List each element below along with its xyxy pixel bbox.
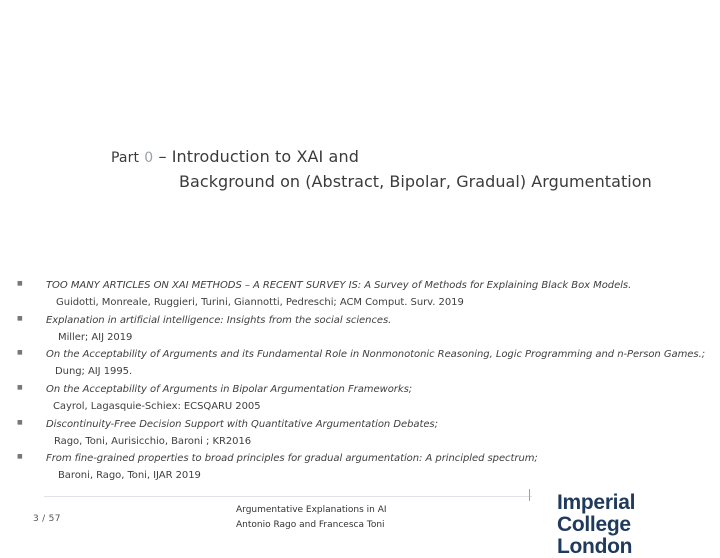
- footer-authors: Antonio Rago and Francesca Toni: [236, 520, 385, 530]
- bullet-icon: ■: [17, 349, 23, 356]
- reference-title: From fine-grained properties to broad principles for gradual argumentation: A principled spectrum;: [46, 453, 538, 464]
- reference-authors: Miller; AIJ 2019: [58, 332, 133, 343]
- footer-tick-mark: [529, 489, 530, 501]
- bullet-icon: ■: [17, 453, 23, 460]
- bullet-icon: ■: [17, 384, 23, 391]
- reference-authors: Rago, Toni, Aurisicchio, Baroni ; KR2016: [54, 436, 252, 447]
- title-line-1-text: – Introduction to XAI and: [158, 147, 359, 166]
- footer-divider: [44, 496, 532, 497]
- logo-line-2: London: [557, 535, 633, 558]
- bullet-icon: ■: [17, 280, 23, 287]
- reference-authors: Guidotti, Monreale, Ruggieri, Turini, Giannotti, Pedreschi; ACM Comput. Surv. 2019: [56, 297, 464, 308]
- reference-title: Discontinuity-Free Decision Support with Quantitative Argumentation Debates;: [46, 419, 438, 430]
- reference-title: TOO MANY ARTICLES ON XAI METHODS – A RECENT SURVEY IS: A Survey of Methods for Explaining Black Box Models.: [46, 280, 632, 291]
- bullet-icon: ■: [17, 315, 23, 322]
- slide-title-line-1: [111, 147, 359, 166]
- part-label: Part: [111, 150, 140, 166]
- reference-title: On the Acceptability of Arguments and its Fundamental Role in Nonmonotonic Reasoning, Logic Programming and n-Person Games.;: [46, 349, 706, 360]
- slide-title-line-2: Background on (Abstract, Bipolar, Gradual) Argumentation: [179, 172, 652, 191]
- bullet-icon: ■: [17, 419, 23, 426]
- footer-text: [236, 503, 387, 533]
- footer-course-title: Argumentative Explanations in AI: [236, 505, 387, 515]
- logo-line-1: Imperial College: [557, 491, 636, 536]
- imperial-college-logo: [557, 492, 712, 558]
- reference-title: On the Acceptability of Arguments in Bipolar Argumentation Frameworks;: [46, 384, 413, 395]
- reference-title: Explanation in artificial intelligence: Insights from the social sciences.: [46, 315, 392, 326]
- part-number: 0: [144, 150, 154, 166]
- page-number: 3 / 57: [33, 514, 61, 524]
- reference-authors: Dung; AIJ 1995.: [55, 366, 133, 377]
- reference-authors: Cayrol, Lagasquie-Schiex: ECSQARU 2005: [53, 401, 261, 412]
- reference-authors: Baroni, Rago, Toni, IJAR 2019: [58, 470, 201, 481]
